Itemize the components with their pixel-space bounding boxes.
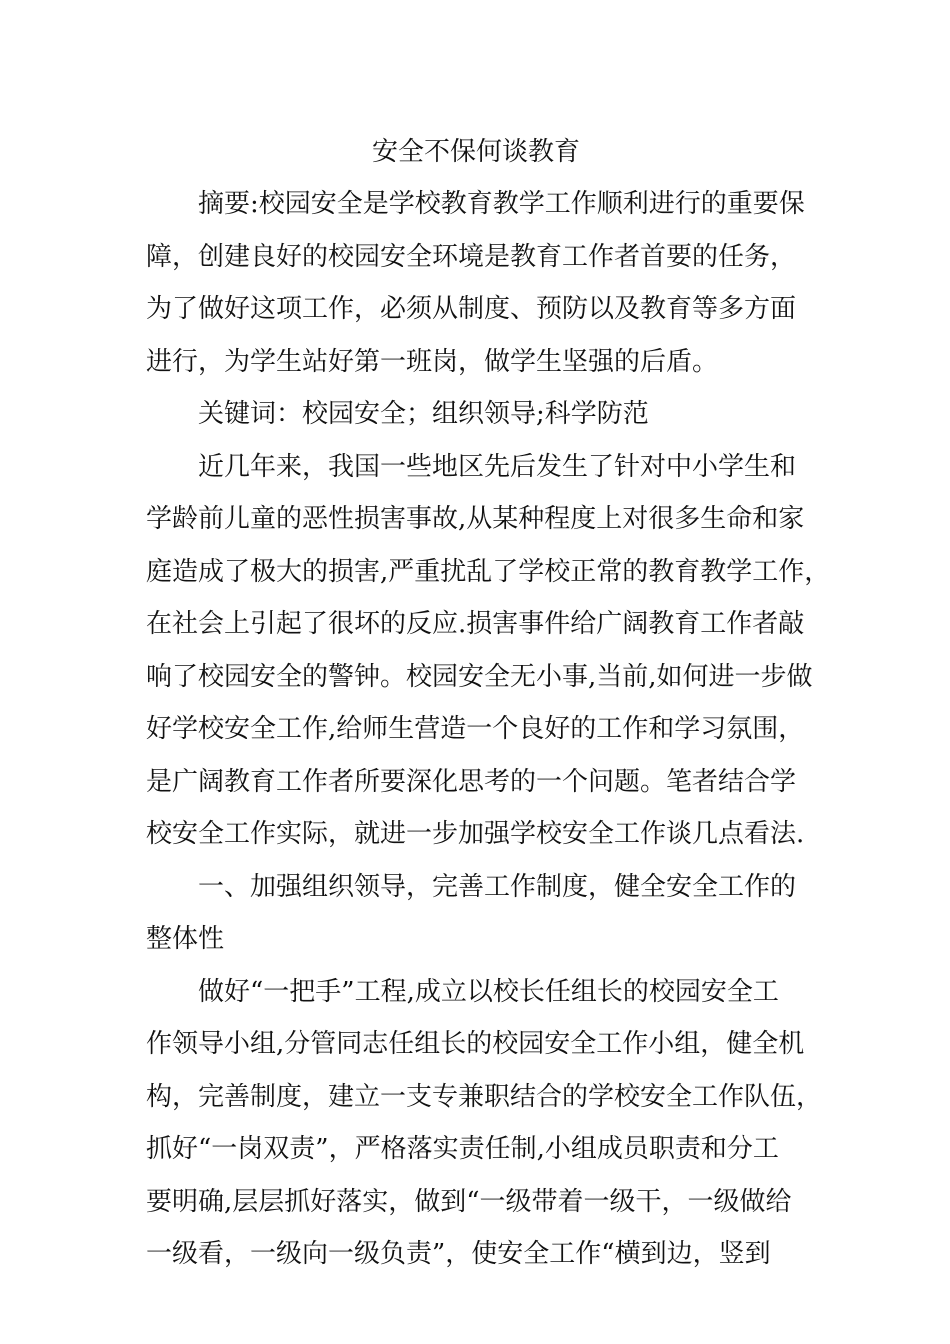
text-line: 构，完善制度，建立一支专兼职结合的学校安全工作队伍， <box>146 1081 823 1112</box>
text-line: 障，创建良好的校园安全环境是教育工作者首要的任务， <box>146 241 797 272</box>
text-line: 好学校安全工作,给师生营造一个良好的工作和学习氛围， <box>146 714 805 744</box>
text-line: 近几年来，我国一些地区先后发生了针对中小学生和 <box>198 451 797 482</box>
text-line: 庭造成了极大的损害,严重扰乱了学校正常的教育教学工作， <box>146 556 831 587</box>
text-line: 摘要:校园安全是学校教育教学工作顺利进行的重要保 <box>198 189 805 219</box>
text-line: 响了校园安全的警钟。校园安全无小事,当前,如何进一步做 <box>146 661 813 692</box>
text-line: 做好“一把手”工程,成立以校长任组长的校园安全工 <box>198 976 779 1007</box>
text-line: 是广阔教育工作者所要深化思考的一个问题。笔者结合学 <box>146 766 797 797</box>
paragraph-introduction <box>146 441 831 861</box>
text-line: 作领导小组,分管同志任组长的校园安全工作小组，健全机 <box>146 1029 805 1059</box>
text-line: 学龄前儿童的恶性损害事故,从某种程度上对很多生命和家 <box>146 504 805 534</box>
document-body <box>146 126 831 1281</box>
paragraph-abstract <box>146 178 806 388</box>
paragraph-section-1-body <box>146 966 823 1281</box>
paragraph-container <box>146 178 831 1281</box>
paragraph-section-heading-1 <box>146 861 806 966</box>
text-line: 进行，为学生站好第一班岗，做学生坚强的后盾。 <box>146 346 719 377</box>
text-line: 整体性 <box>146 924 225 954</box>
document-title: 安全不保何谈教育 <box>371 137 580 167</box>
text-line: 一级看，一级向一级负责”，使安全工作“横到边，竖到 <box>146 1239 771 1269</box>
text-line: 校安全工作实际，就进一步加强学校安全工作谈几点看法. <box>146 819 805 849</box>
text-line: 抓好“一岗双责”，严格落实责任制,小组成员职责和分工 <box>146 1134 779 1164</box>
text-line: 关键词：校园安全；组织领导;科学防范 <box>198 399 649 429</box>
text-line: 在社会上引起了很坏的反应.损害事件给广阔教育工作者敲 <box>146 609 805 639</box>
paragraph-keywords <box>146 388 806 441</box>
text-line: 一、加强组织领导，完善工作制度，健全安全工作的 <box>198 871 797 902</box>
text-line: 为了做好这项工作，必须从制度、预防以及教育等多方面 <box>146 294 797 324</box>
text-line: 要明确,层层抓好落实，做到“一级带着一级干，一级做给 <box>146 1186 792 1217</box>
